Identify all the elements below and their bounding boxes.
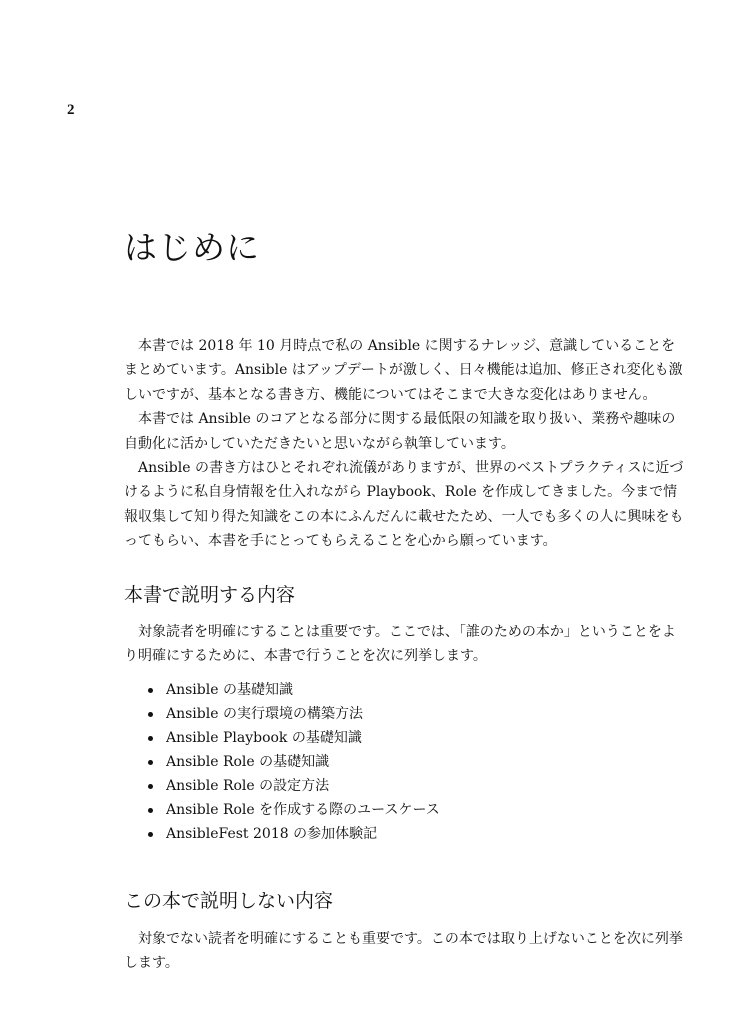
bullet-icon xyxy=(148,784,153,789)
list-item-label: Ansible Role を作成する際のユースケース xyxy=(166,802,440,818)
list-item xyxy=(145,822,440,846)
list-item xyxy=(145,702,440,726)
chapter-title: はじめに xyxy=(124,228,260,267)
list-item-label: Ansible の実行環境の構築方法 xyxy=(166,706,363,722)
list-item xyxy=(145,774,440,798)
list-item-label: AnsibleFest 2018 の参加体験記 xyxy=(166,826,378,842)
intro-paragraph: 本書では 2018 年 10 月時点で私の Ansible に関するナレッジ、意識していることをまとめています。Ansible はアップデートが激しく、日々機能は追加、修正され変化も激しいですが、基本となる書き方、機能についてはそこまで大きな変化はありません。 xyxy=(124,338,683,403)
not-covered-paragraph: 対象でない読者を明確にすることも重要です。この本では取り上げないことを次に列挙します。 xyxy=(124,931,683,972)
covered-text xyxy=(124,620,684,669)
page-number: 2 xyxy=(67,102,75,118)
bullet-icon xyxy=(148,712,153,717)
not-covered-text xyxy=(124,927,684,976)
bullet-icon xyxy=(148,808,153,813)
list-item xyxy=(145,750,440,774)
covered-list xyxy=(145,678,440,846)
covered-paragraph: 対象読者を明確にすることは重要です。ここでは、「誰のための本か」ということをより明確にするために、本書で行うことを次に列挙します。 xyxy=(124,624,676,665)
list-item xyxy=(145,678,440,702)
list-item xyxy=(145,798,440,822)
section-heading-covered: 本書で説明する内容 xyxy=(124,584,296,606)
intro-text xyxy=(124,334,684,554)
bullet-icon xyxy=(148,736,153,741)
bullet-icon xyxy=(148,760,153,765)
intro-paragraph: 本書では Ansible のコアとなる部分に関する最低限の知識を取り扱い、業務や趣味の自動化に活かしていただきたいと思いながら執筆しています。 xyxy=(124,411,676,452)
list-item-label: Ansible Playbook の基礎知識 xyxy=(166,730,362,746)
intro-paragraph: Ansible の書き方はひとそれぞれ流儀がありますが、世界のベストプラクティスに近づけるように私自身情報を仕入れながら Playbook、Role を作成してきました。今まで情報収集して知り得た知識をこの本にふんだんに載せたため、一人でも多くの人に興味をもってもらい、本書を手にとってもらえることを心から願っています。 xyxy=(124,460,684,550)
list-item-label: Ansible Role の設定方法 xyxy=(166,778,330,794)
bullet-icon xyxy=(148,832,153,837)
bullet-icon xyxy=(148,688,153,693)
section-heading-not-covered: この本で説明しない内容 xyxy=(124,890,334,912)
list-item-label: Ansible の基礎知識 xyxy=(166,682,293,698)
list-item-label: Ansible Role の基礎知識 xyxy=(166,754,330,770)
list-item xyxy=(145,726,440,750)
